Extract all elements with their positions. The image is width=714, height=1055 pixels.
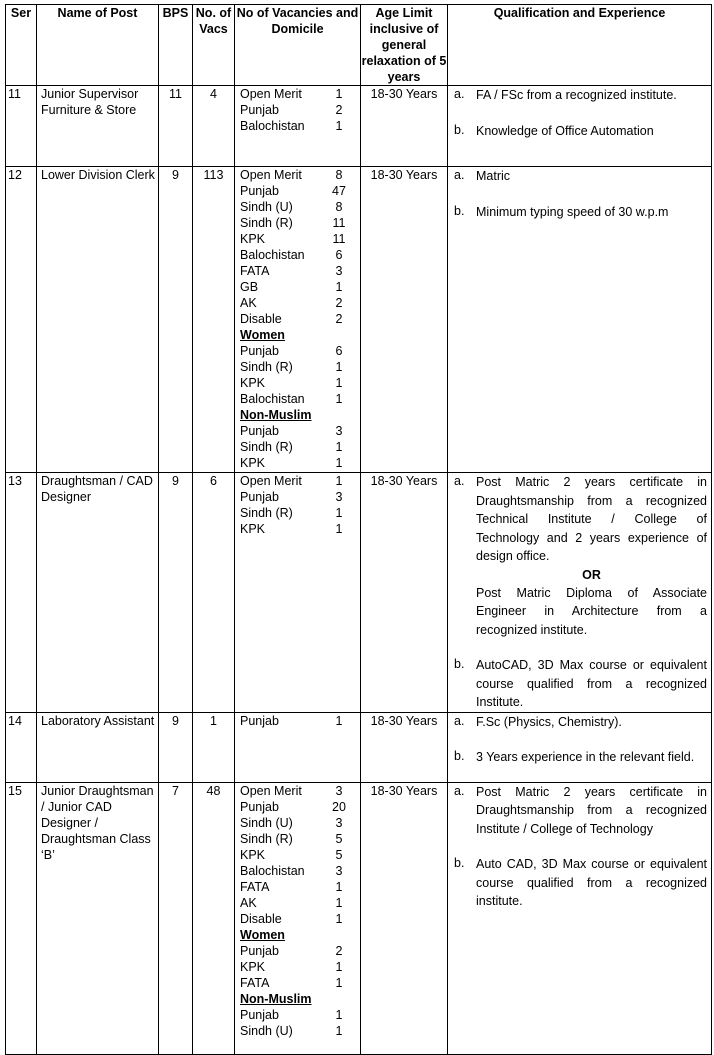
qualification-text: Auto CAD, 3D Max course or equivalent course qualified from a recognized institute. [476, 857, 707, 908]
domicile-count: 1 [335, 1023, 343, 1038]
qualification-item [454, 783, 707, 839]
domicile-count: 8 [335, 168, 343, 182]
domicile-label: KPK [240, 456, 266, 470]
domicile-label: FATA [240, 879, 270, 894]
qualification-text: Minimum typing speed of 30 w.p.m [476, 204, 669, 219]
domicile-label: Sindh (R) [240, 360, 293, 374]
qualification-item [454, 122, 707, 141]
qualification-text: 3 Years experience in the relevant field. [476, 750, 695, 764]
domicile-count: 8 [335, 200, 343, 214]
qualification-item [454, 203, 707, 222]
vacancies-cell [235, 86, 361, 167]
qualification-letter: b. [454, 749, 465, 763]
bps-cell: 9 [159, 167, 193, 473]
bps-cell: 7 [159, 782, 193, 1054]
domicile-count: 3 [335, 783, 343, 798]
bps-cell: 9 [159, 473, 193, 713]
domicile-count: 1 [335, 1007, 343, 1022]
qualification-letter: a. [454, 783, 465, 798]
qualification-text-wrap [476, 122, 707, 141]
domicile-count: 2 [335, 296, 343, 310]
qualification-text-wrap [476, 855, 707, 911]
header-vacancies-domicile: No of Vacancies and Domicile [235, 5, 361, 86]
domicile-label: Balochistan [240, 248, 305, 262]
qualification-item [454, 473, 707, 639]
qualification-letter: a. [454, 474, 465, 488]
qualification-cell [448, 167, 712, 473]
vacs-cell: 6 [193, 473, 235, 713]
qualification-text: Matric [476, 169, 511, 183]
vacancy-group-header: Women [240, 927, 285, 942]
vacancy-list [235, 86, 360, 134]
domicile-label: FATA [240, 264, 270, 278]
domicile-count: 3 [335, 264, 343, 278]
domicile-label: Sindh (U) [240, 1023, 293, 1038]
domicile-label: KPK [240, 232, 266, 246]
table-row [6, 782, 712, 1054]
table-body [6, 86, 712, 1055]
domicile-label: Open Merit [240, 168, 302, 182]
domicile-count: 3 [335, 490, 343, 504]
domicile-label: KPK [240, 959, 266, 974]
vacancies-cell [235, 473, 361, 713]
domicile-count: 1 [335, 506, 343, 520]
vacs-cell: 4 [193, 86, 235, 167]
qualification-text-wrap [476, 167, 707, 186]
domicile-count: 11 [332, 216, 346, 230]
vacancy-group-header: Non-Muslim [240, 408, 312, 422]
qualification-letter: b. [454, 657, 465, 671]
post-name-cell: Laboratory Assistant [37, 712, 159, 782]
domicile-label: AK [240, 296, 257, 310]
post-name-cell: Lower Division Clerk [37, 167, 159, 473]
qualification-letter: b. [454, 203, 465, 218]
domicile-count: 1 [335, 975, 343, 990]
domicile-label: KPK [240, 376, 266, 390]
domicile-count: 1 [335, 87, 343, 101]
domicile-label: Balochistan [240, 119, 305, 133]
domicile-label: Sindh (U) [240, 200, 293, 214]
header-qualification: Qualification and Experience [448, 5, 712, 86]
vacancy-list [235, 783, 360, 1039]
domicile-count: 1 [335, 280, 343, 294]
qualification-text: Post Matric 2 years certificate in Draughtsmanship from a recognized Institute / College of Technology [476, 784, 707, 836]
bps-cell: 11 [159, 86, 193, 167]
qualification-item [454, 86, 707, 105]
qualification-letter: b. [454, 122, 465, 137]
domicile-label: Punjab [240, 184, 279, 198]
vacancies-cell [235, 712, 361, 782]
domicile-count: 47 [332, 184, 346, 198]
bps-cell: 9 [159, 712, 193, 782]
domicile-count: 1 [335, 440, 343, 454]
vacs-cell: 113 [193, 167, 235, 473]
qualification-cell [448, 782, 712, 1054]
qualification-text-wrap [476, 656, 707, 712]
domicile-label: Sindh (R) [240, 216, 293, 230]
domicile-count: 1 [335, 360, 343, 374]
qualification-letter: a. [454, 713, 465, 728]
age-limit-cell: 18-30 Years [361, 167, 448, 473]
table-row [6, 167, 712, 473]
qualification-alt-text: Post Matric Diploma of Associate Engineer in Architecture from a recognized institute. [476, 585, 707, 637]
domicile-count: 1 [335, 392, 343, 406]
table-row [6, 473, 712, 713]
domicile-count: 1 [335, 959, 343, 974]
vacancies-table [5, 4, 712, 1055]
domicile-count: 2 [335, 943, 343, 958]
vacancies-cell [235, 782, 361, 1054]
post-name-cell: Junior Draughtsman / Junior CAD Designer / Draughtsman Class ‘B’ [37, 782, 159, 1054]
domicile-label: Punjab [240, 344, 279, 358]
ser-cell: 12 [6, 167, 37, 473]
table-row [6, 86, 712, 167]
domicile-label: Sindh (R) [240, 831, 293, 846]
domicile-label: Sindh (R) [240, 440, 293, 454]
vacancy-group-header: Women [240, 328, 285, 342]
ser-cell: 14 [6, 712, 37, 782]
domicile-count: 1 [335, 895, 343, 910]
domicile-count: 2 [335, 312, 343, 326]
qualification-letter: a. [454, 87, 465, 101]
domicile-count: 3 [335, 424, 343, 438]
qualification-text: Knowledge of Office Automation [476, 123, 654, 138]
age-limit-cell: 18-30 Years [361, 782, 448, 1054]
domicile-count: 6 [335, 248, 343, 262]
domicile-count: 5 [335, 831, 343, 846]
vacancy-list [235, 473, 360, 537]
domicile-label: Punjab [240, 103, 279, 117]
domicile-count: 20 [332, 799, 346, 814]
qualification-text-wrap [476, 86, 707, 105]
domicile-label: Punjab [240, 713, 279, 728]
domicile-label: Balochistan [240, 392, 305, 406]
qualification-cell [448, 473, 712, 713]
domicile-count: 5 [335, 847, 343, 862]
qualification-text: F.Sc (Physics, Chemistry). [476, 714, 622, 729]
domicile-label: Sindh (U) [240, 815, 293, 830]
domicile-count: 6 [335, 344, 343, 358]
vacs-cell: 48 [193, 782, 235, 1054]
ser-cell: 15 [6, 782, 37, 1054]
qualification-item [454, 748, 707, 767]
domicile-label: Sindh (R) [240, 506, 293, 520]
header-age-limit: Age Limit inclusive of general relaxation of 5 years [361, 6, 447, 84]
domicile-label: KPK [240, 847, 266, 862]
domicile-count: 1 [335, 911, 343, 926]
post-name-cell: Draughtsman / CAD Designer [37, 473, 159, 713]
domicile-count: 11 [332, 232, 346, 246]
domicile-label: Punjab [240, 1007, 279, 1022]
header-no-of-vacs: No. of Vacs [193, 5, 235, 86]
header-name-of-post: Name of Post [37, 5, 159, 86]
domicile-label: FATA [240, 975, 270, 990]
qualification-text-wrap [476, 203, 707, 222]
domicile-label: Disable [240, 911, 282, 926]
qualification-text-wrap [476, 748, 707, 767]
qualification-cell [448, 86, 712, 167]
domicile-label: Open Merit [240, 87, 302, 101]
qualification-text-wrap [476, 713, 707, 732]
post-name-cell: Junior Supervisor Furniture & Store [37, 86, 159, 167]
domicile-count: 2 [335, 103, 343, 117]
table-row [6, 712, 712, 782]
domicile-label: Open Merit [240, 474, 302, 488]
header-bps: BPS [159, 5, 193, 86]
vacs-cell: 1 [193, 712, 235, 782]
qualification-letter: a. [454, 168, 465, 182]
age-limit-cell: 18-30 Years [361, 473, 448, 713]
domicile-label: Punjab [240, 799, 279, 814]
domicile-label: Punjab [240, 490, 279, 504]
age-limit-cell: 18-30 Years [361, 712, 448, 782]
domicile-label: KPK [240, 522, 266, 536]
domicile-count: 1 [335, 879, 343, 894]
qualification-text: AutoCAD, 3D Max course or equivalent course qualified from a recognized Institute. [476, 658, 707, 709]
qualification-item [454, 855, 707, 911]
qualification-text: FA / FSc from a recognized institute. [476, 88, 677, 102]
domicile-count: 1 [335, 376, 343, 390]
domicile-label: Punjab [240, 943, 279, 958]
domicile-label: Punjab [240, 424, 279, 438]
domicile-label: Open Merit [240, 783, 302, 798]
qualification-item [454, 656, 707, 712]
domicile-label: Disable [240, 312, 282, 326]
vacancies-cell [235, 167, 361, 473]
qualification-text: Post Matric 2 years certificate in Draughtsmanship from a recognized Technical Institute / College of Technology and 2 years experience of design office. [476, 475, 707, 563]
age-limit-cell: 18-30 Years [361, 86, 448, 167]
qualification-text-wrap [476, 473, 707, 639]
domicile-label: Balochistan [240, 863, 305, 878]
vacancy-list [235, 713, 360, 729]
qualification-text-wrap [476, 783, 707, 839]
domicile-count: 3 [335, 815, 343, 830]
ser-cell: 13 [6, 473, 37, 713]
vacancy-group-header: Non-Muslim [240, 991, 312, 1006]
qualification-item [454, 713, 707, 732]
domicile-label: GB [240, 280, 259, 294]
domicile-count: 1 [335, 713, 343, 728]
domicile-count: 1 [335, 474, 343, 488]
ser-cell: 11 [6, 86, 37, 167]
domicile-count: 1 [335, 119, 343, 133]
domicile-count: 3 [335, 863, 343, 878]
domicile-label: AK [240, 895, 257, 910]
qualification-or: OR [582, 567, 601, 582]
header-ser: Ser [6, 5, 37, 86]
qualification-letter: b. [454, 856, 465, 870]
domicile-count: 1 [335, 522, 343, 536]
qualification-cell [448, 712, 712, 782]
qualification-item [454, 167, 707, 186]
domicile-count: 1 [335, 456, 343, 470]
header-row [6, 5, 712, 86]
vacancy-list [235, 167, 360, 471]
